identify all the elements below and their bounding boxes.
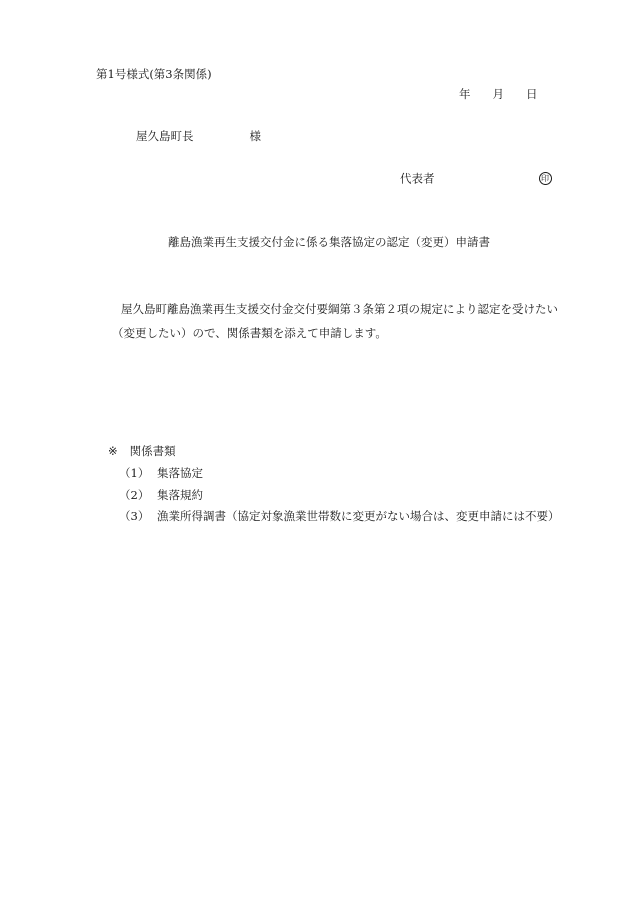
date-line bbox=[459, 89, 538, 101]
day-label: 日 bbox=[526, 87, 538, 101]
year-label: 年 bbox=[459, 87, 471, 101]
body-line-2: （変更したい）ので、関係書類を添えて申請します。 bbox=[112, 326, 387, 340]
attachment-item bbox=[119, 490, 203, 502]
addressee-honorific: 様 bbox=[249, 129, 261, 143]
attachment-item bbox=[119, 468, 203, 480]
body-line-1: 屋久島町離島漁業再生支援交付金交付要綱第３条第２項の規定により認定を受けたい bbox=[121, 302, 558, 316]
month-label: 月 bbox=[492, 87, 504, 101]
representative-label: 代表者 bbox=[400, 171, 435, 186]
attachment-label: 集落規約 bbox=[157, 488, 203, 502]
form-number: 第1号様式(第3条関係) bbox=[96, 67, 212, 81]
note-mark: ※ bbox=[108, 444, 118, 458]
attachments-heading-label: 関係書類 bbox=[129, 444, 176, 458]
attachments-heading bbox=[108, 446, 176, 458]
attachment-label: 漁業所得調書（協定対象漁業世帯数に変更がない場合は、変更申請には不要） bbox=[157, 509, 560, 523]
attachment-number: （2） bbox=[119, 488, 150, 502]
addressee bbox=[136, 131, 261, 143]
attachment-number: （1） bbox=[119, 466, 150, 480]
attachment-item bbox=[119, 511, 560, 523]
seal-mark: 印 bbox=[539, 172, 552, 185]
attachment-label: 集落協定 bbox=[157, 466, 203, 480]
addressee-name: 屋久島町長 bbox=[136, 129, 194, 143]
attachment-number: （3） bbox=[119, 509, 150, 523]
document-title: 離島漁業再生支援交付金に係る集落協定の認定（変更）申請書 bbox=[168, 235, 490, 249]
representative-line bbox=[400, 173, 552, 186]
body-paragraph bbox=[112, 297, 582, 345]
